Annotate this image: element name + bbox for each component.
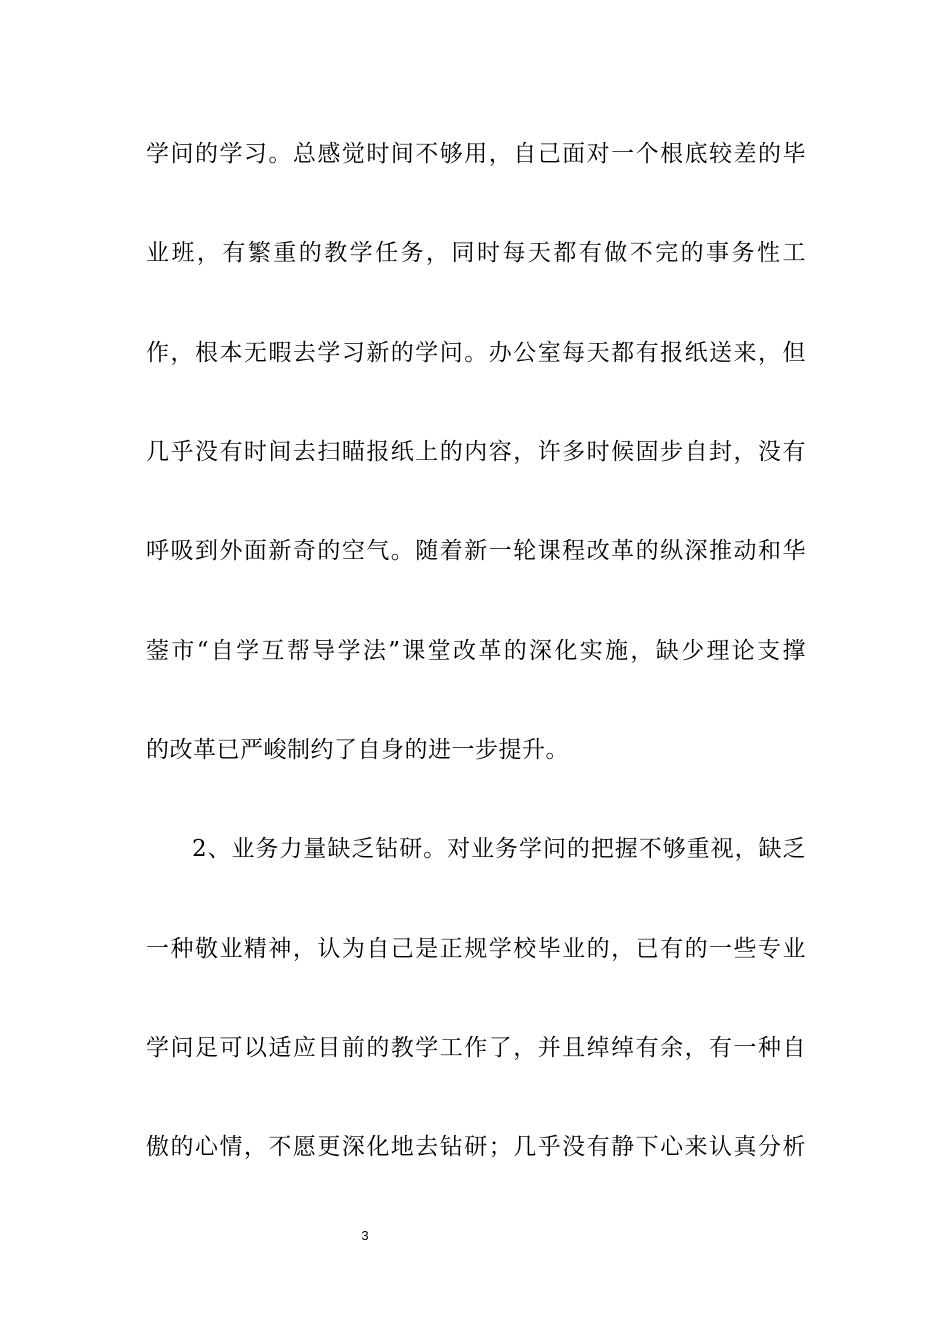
- text-line: 傲的心情，不愿更深化地去钻研；几乎没有静下心来认真分析: [146, 1134, 806, 1160]
- text-line: 业班，有繁重的教学任务，同时每天都有做不完的事务性工: [146, 240, 806, 266]
- text-line: 几乎没有时间去扫瞄报纸上的内容，许多时候固步自封，没有: [146, 439, 806, 465]
- text-line: 学问足可以适应目前的教学工作了，并且绰绰有余，有一种自: [146, 1035, 806, 1061]
- text-line: 蓥市“自学互帮导学法”课堂改革的深化实施，缺少理论支撑: [146, 638, 806, 664]
- text-line: 学问的学习。总感觉时间不够用，自己面对一个根底较差的毕: [146, 141, 806, 167]
- text-line: 呼吸到外面新奇的空气。随着新一轮课程改革的纵深推动和华: [146, 538, 806, 564]
- text-line: 的改革已严峻制约了自身的进一步提升。: [146, 737, 569, 763]
- text-line: 一种敬业精神，认为自己是正规学校毕业的，已有的一些专业: [146, 936, 806, 962]
- paragraph-start-line: 2、业务力量缺乏钻研。对业务学问的把握不够重视，缺乏: [192, 836, 806, 862]
- text-line: 作，根本无暇去学习新的学问。办公室每天都有报纸送来，但: [146, 340, 806, 366]
- page-number: 3: [361, 1228, 369, 1243]
